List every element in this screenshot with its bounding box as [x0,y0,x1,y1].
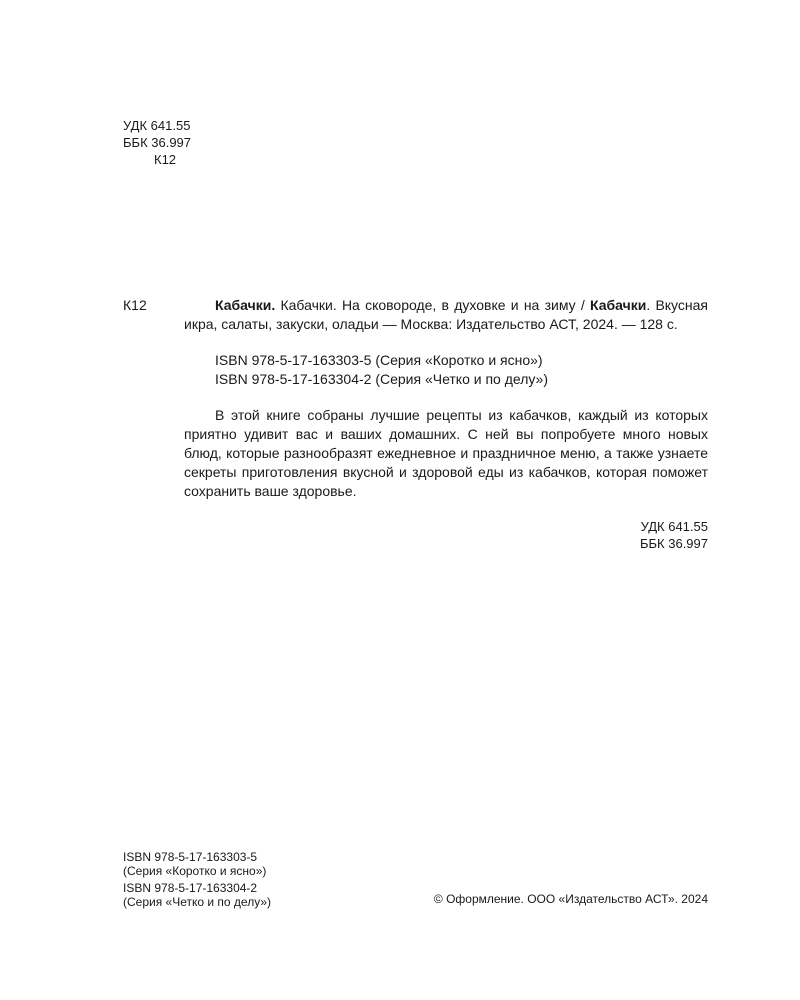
bibliographic-description [184,296,708,334]
bottom-series: (Серия «Коротко и ясно») [123,864,267,878]
classification-block [123,117,191,168]
title-middle: Кабачки. На сковороде, в духовке и на зиму / [275,297,590,313]
isbn-line: ISBN 978-5-17-163303-5 (Серия «Коротко и ясно») [215,352,543,368]
isbn-line: ISBN 978-5-17-163304-2 (Серия «Четко и по делу») [215,371,548,387]
bottom-isbn: ISBN 978-5-17-163304-2 [123,881,258,895]
udk-code: УДК 641.55 [123,118,191,133]
record-author-sign: К12 [123,297,147,313]
isbn-list [184,351,708,389]
annotation: В этой книге собраны лучшие рецепты из кабачков, каждый из которых приятно удивит вас и ваших домашних. С ней вы попробуете много новых блюд, которые разнообразят ежедневное и праздничное меню, а также узнаете секреты приготовления вкусной и здоровой еды из кабачков, которая поможет сохранить ваше здоровье. [184,407,708,499]
author-sign: К12 [154,152,177,167]
bottom-series: (Серия «Четко и по делу») [123,895,272,909]
catalog-record [184,296,708,552]
title-bold-1: Кабачки. [215,297,276,313]
bbk-code: ББК 36.997 [123,135,192,150]
bottom-isbn-block [123,850,271,909]
record-codes [184,518,708,552]
isbn-group [123,881,271,909]
record-bbk: ББК 36.997 [639,536,708,551]
record-udk: УДК 641.55 [640,519,708,534]
copyright-notice: © Оформление. ООО «Издательство АСТ». 2024 [433,892,708,906]
title-bold-2: Кабачки [589,297,647,313]
title-rest: . Вкусная икра, салаты, закуски, оладьи — Москва: Издательство АСТ, 2024. — 128 с. [184,297,709,332]
isbn-group [123,850,271,878]
bottom-isbn: ISBN 978-5-17-163303-5 [123,850,258,864]
